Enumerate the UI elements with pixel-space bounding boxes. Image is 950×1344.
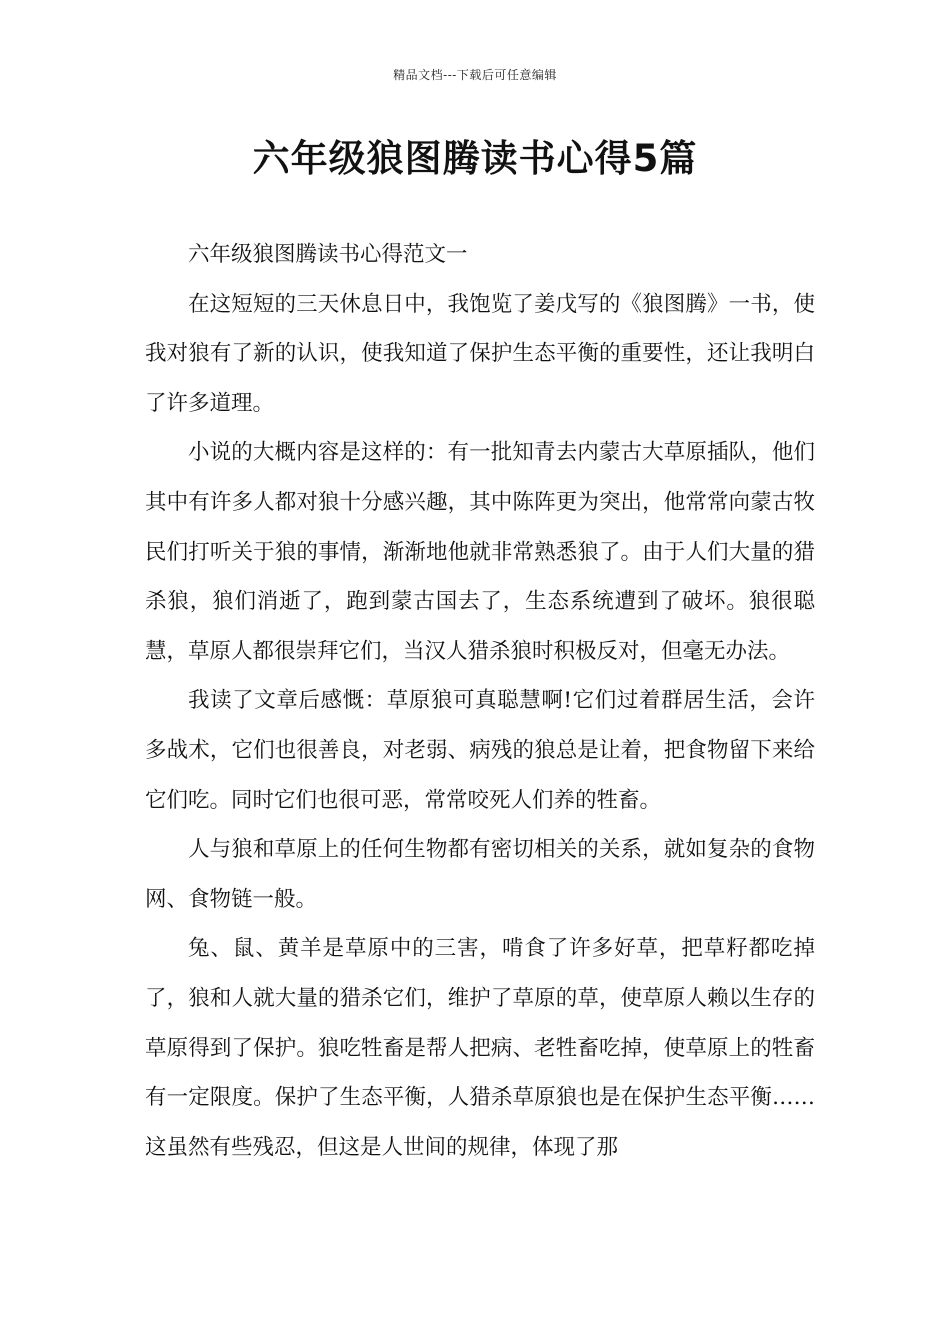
paragraph: 在这短短的三天休息日中，我饱览了姜戊写的《狼图腾》一书，使我对狼有了新的认识，使我知道了保护生态平衡的重要性，还让我明白了许多道理。 (145, 291, 815, 416)
document-body (145, 230, 815, 1172)
paragraph-subtitle: 六年级狼图腾读书心得范文一 (188, 242, 468, 267)
document-title: 六年级狼图腾读书心得5篇 (252, 137, 698, 180)
paragraph: 我读了文章后感慨：草原狼可真聪慧啊!它们过着群居生活，会许多战术，它们也很善良，对老弱、病残的狼总是让着，把食物留下来给它们吃。同时它们也很可恶，常常咬死人们养的牲畜。 (145, 688, 815, 813)
paragraph: 人与狼和草原上的任何生物都有密切相关的关系，就如复杂的食物网、食物链一般。 (145, 837, 815, 912)
paragraph: 小说的大概内容是这样的：有一批知青去内蒙古大草原插队，他们其中有许多人都对狼十分感兴趣，其中陈阵更为突出，他常常向蒙古牧民们打听关于狼的事情，渐渐地他就非常熟悉狼了。由于人们大量的猎杀狼，狼们消逝了，跑到蒙古国去了，生态系统遭到了破坏。狼很聪慧，草原人都很崇拜它们，当汉人猎杀狼时积极反对，但毫无办法。 (145, 440, 815, 664)
paragraph: 兔、鼠、黄羊是草原中的三害，啃食了许多好草，把草籽都吃掉了，狼和人就大量的猎杀它们，维护了草原的草，使草原人赖以生存的草原得到了保护。狼吃牲畜是帮人把病、老牲畜吃掉，使草原上的牲畜有一定限度。保护了生态平衡，人猎杀草原狼也是在保护生态平衡……这虽然有些残忍，但这是人世间的规律，体现了那 (145, 936, 815, 1160)
header-note: 精品文档---下载后可任意编辑 (393, 68, 557, 82)
